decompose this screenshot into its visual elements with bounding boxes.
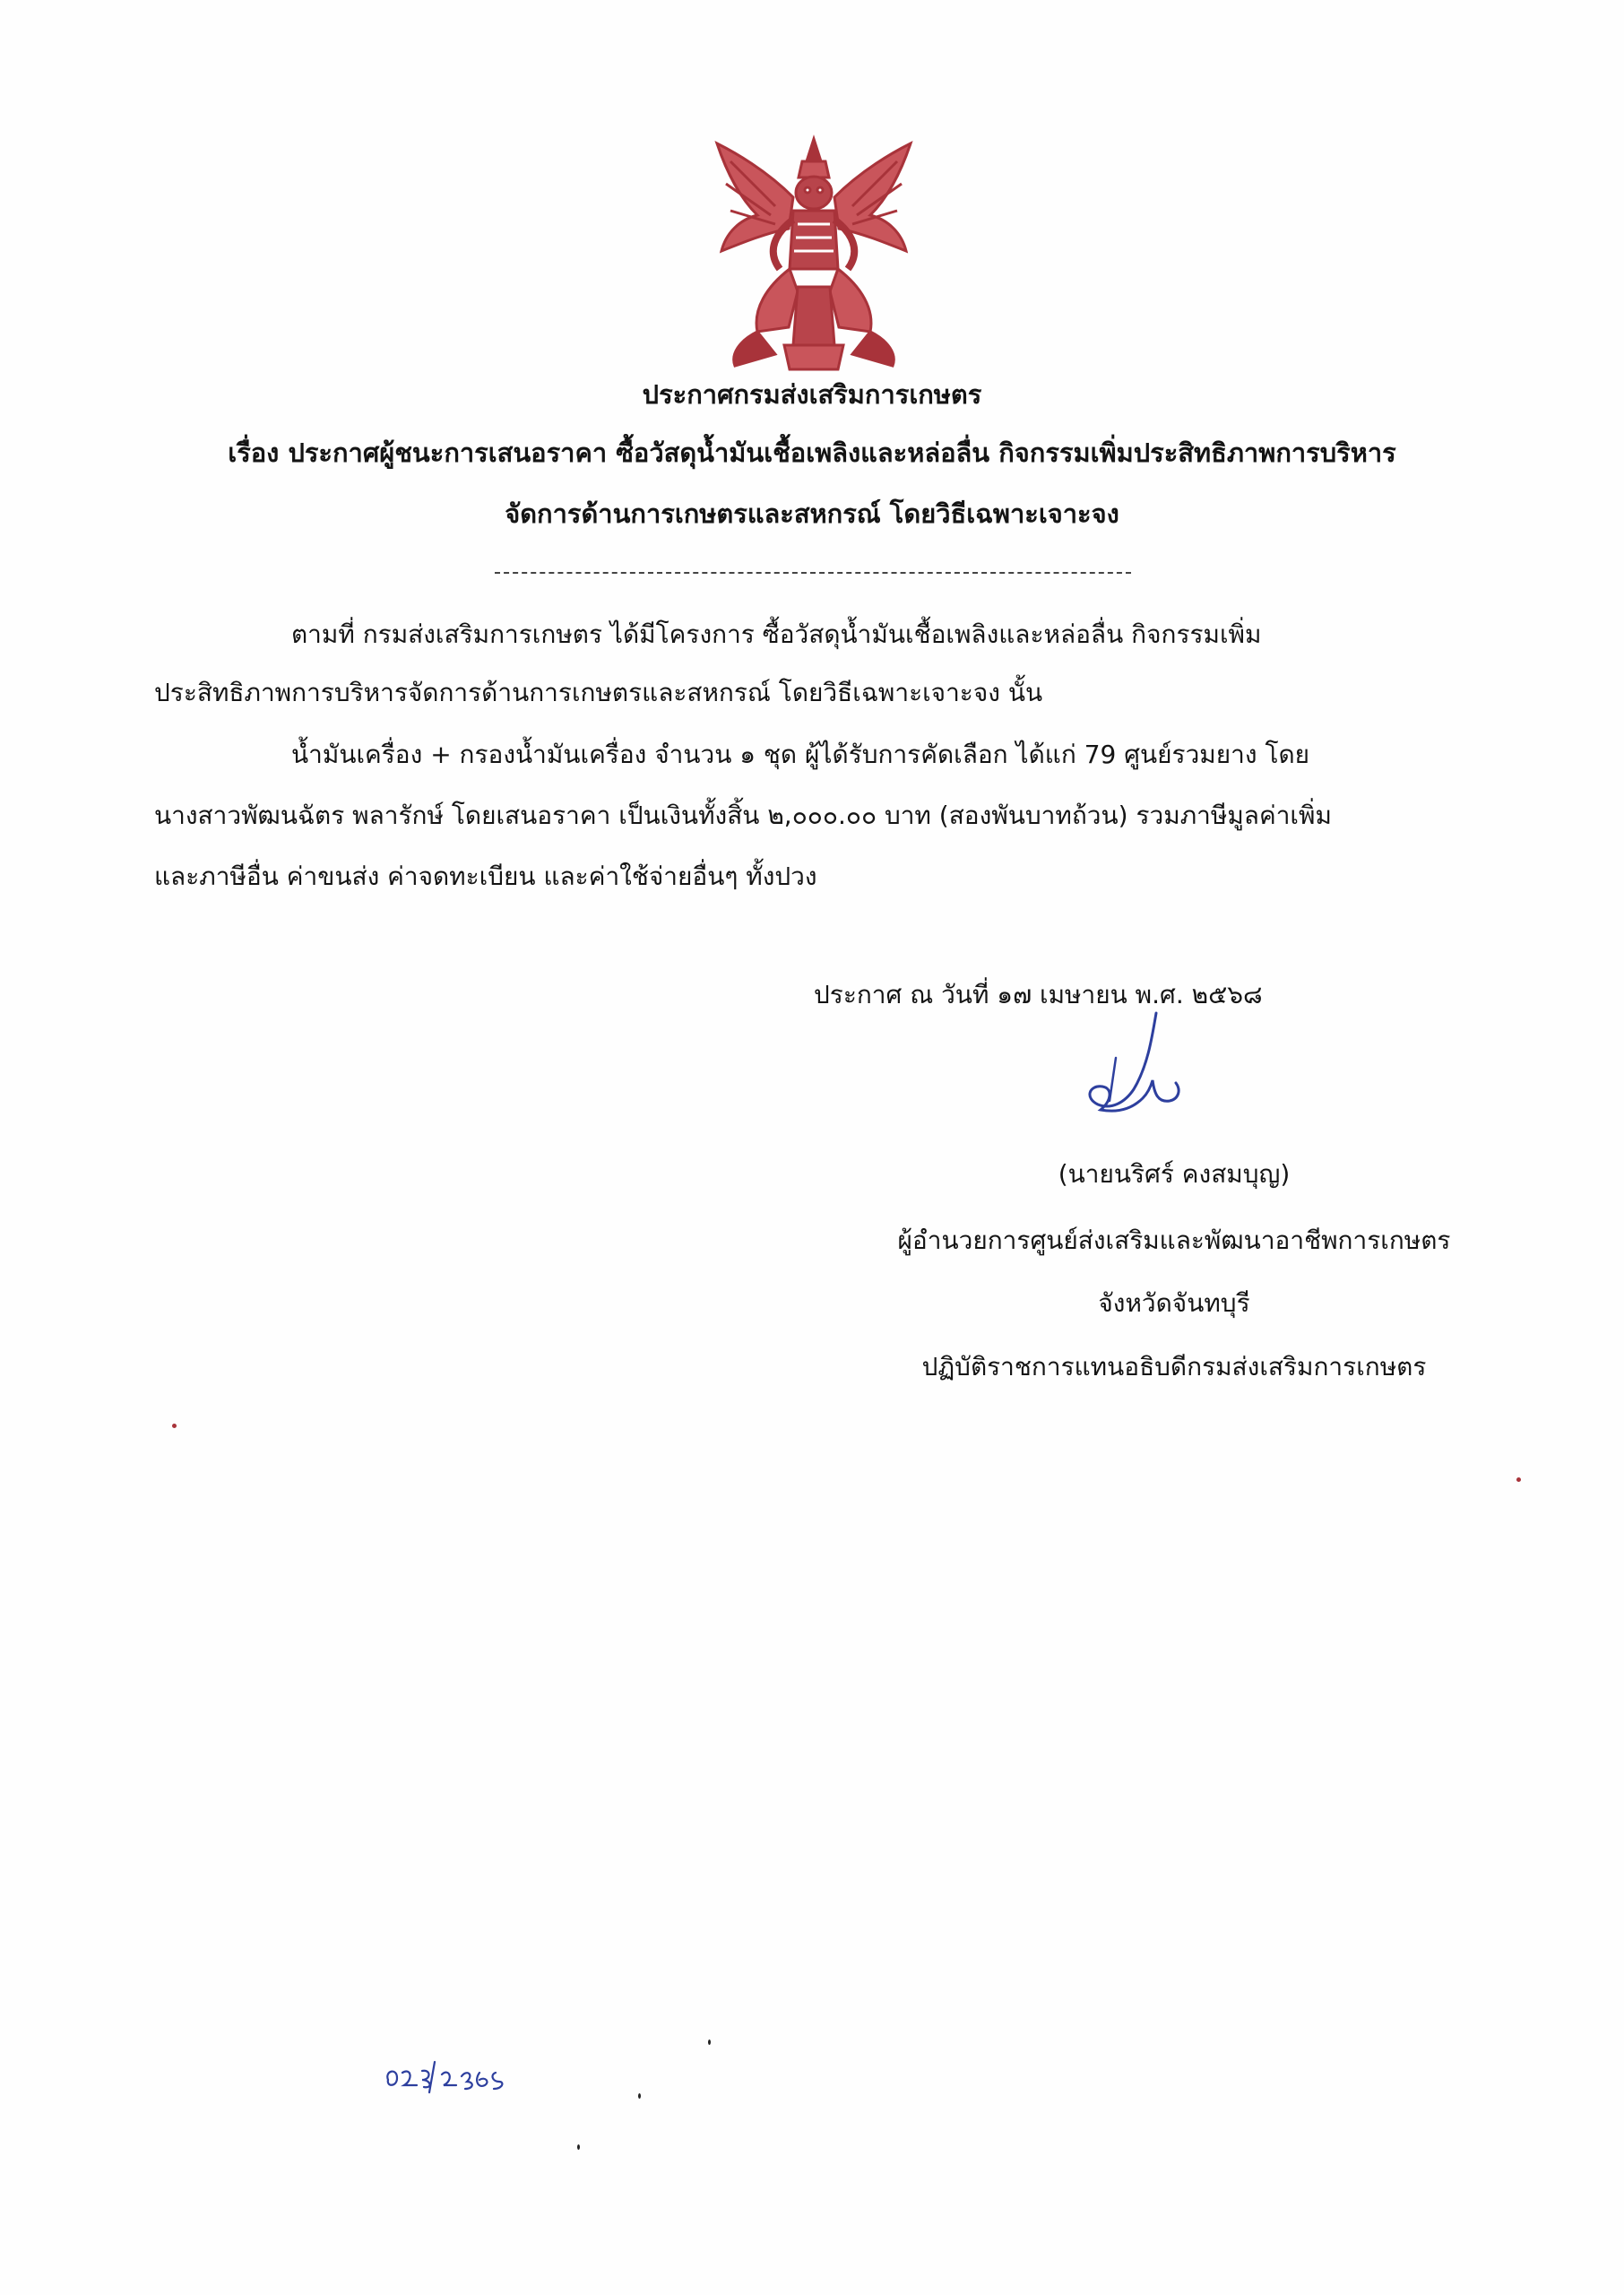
body-line-4: นางสาวพัฒนฉัตร พลารักษ์ โดยเสนอราคา เป็นเงินทั้งสิ้น ๒,๐๐๐.๐๐ บาท (สองพันบาทถ้วน) รวมภาษีมูลค่าเพิ่ม bbox=[154, 801, 1332, 830]
handwritten-reference-number bbox=[381, 2053, 524, 2098]
signer-position-2: จังหวัดจันทบุรี bbox=[1098, 1288, 1250, 1318]
garuda-emblem-icon bbox=[704, 134, 924, 377]
announcement-date: ประกาศ ณ วันที่ ๑๗ เมษายน พ.ศ. ๒๕๖๘ bbox=[814, 980, 1263, 1009]
body-line-3: น้ำมันเครื่อง + กรองน้ำมันเครื่อง จำนวน ๑ ชุด ผู้ได้รับการคัดเลือก ได้แก่ 79 ศูนย์รวมยาง โดย bbox=[291, 740, 1310, 769]
separator-line bbox=[495, 572, 1131, 574]
handwritten-signature bbox=[1058, 1004, 1192, 1139]
body-line-5: และภาษีอื่น ค่าขนส่ง ค่าจดทะเบียน และค่าใช้จ่ายอื่นๆ ทั้งปวง bbox=[154, 862, 817, 891]
announcement-title: ประกาศกรมส่งเสริมการเกษตร bbox=[642, 379, 982, 410]
body-line-2: ประสิทธิภาพการบริหารจัดการด้านการเกษตรและสหกรณ์ โดยวิธีเฉพาะเจาะจง นั้น bbox=[154, 678, 1043, 707]
body-line-1: ตามที่ กรมส่งเสริมการเกษตร ได้มีโครงการ ซื้อวัสดุน้ำมันเชื้อเพลิงและหล่อลื่น กิจกรรมเพิ่ม bbox=[291, 619, 1262, 649]
scan-speck bbox=[638, 2093, 641, 2099]
scan-speck bbox=[708, 2040, 711, 2045]
scan-speck bbox=[1516, 1477, 1521, 1482]
scan-speck bbox=[172, 1424, 177, 1428]
subject-line-1: เรื่อง ประกาศผู้ชนะการเสนอราคา ซื้อวัสดุน้ำมันเชื้อเพลิงและหล่อลื่น กิจกรรมเพิ่มประสิทธิภาพการบริหาร bbox=[228, 437, 1396, 468]
signer-name: (นายนริศร์ คงสมบุญ) bbox=[1058, 1159, 1291, 1189]
scan-speck bbox=[577, 2144, 580, 2150]
signer-position-3: ปฏิบัติราชการแทนอธิบดีกรมส่งเสริมการเกษตร bbox=[921, 1352, 1427, 1381]
subject-line-2: จัดการด้านการเกษตรและสหกรณ์ โดยวิธีเฉพาะเจาะจง bbox=[505, 498, 1119, 529]
signer-position-1: ผู้อำนวยการศูนย์ส่งเสริมและพัฒนาอาชีพการเกษตร bbox=[897, 1225, 1451, 1255]
